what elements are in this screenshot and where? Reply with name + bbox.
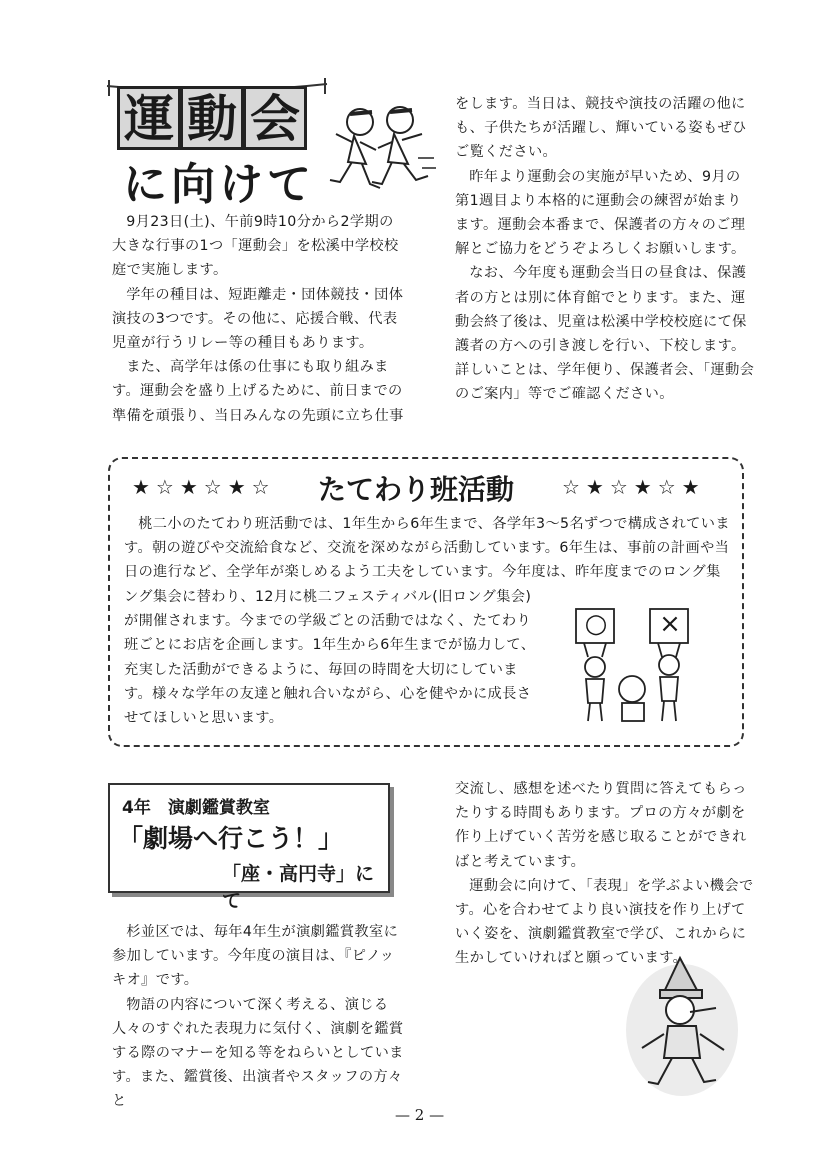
- sports-day-section: [0, 0, 827, 440]
- tatewari-paragraph-tail: ング集会に替わり、12月に桃二フェスティバル(旧ロング集会)が開催されます。今までの学級ごとの活動ではなく、たてわり班ごとにお店を企画します。1年生から6年生までが協力して、充実した活動ができるように、毎回の時間を大切にしています。様々な学年の友達と触れ合いながら、心を健やかに成長させてほしいと思います。: [124, 589, 536, 727]
- sports-day-paragraph: 9月23日(土)、午前9時10分から2学期の大きな行事の1つ「運動会」を松溪中学校校庭で実施します。: [112, 214, 399, 279]
- page-number: — 2 —: [395, 1106, 445, 1124]
- theater-title-box: [108, 783, 390, 912]
- theater-grade-label: 4年 演劇鑑賞教室: [122, 798, 270, 818]
- sports-day-paragraph: 学年の種目は、短距離走・団体競技・団体演技の3つです。その他に、応援合戦、代表児童が行うリレー等の種目もあります。: [112, 286, 404, 352]
- tatewari-paragraph: 桃二小のたてわり班活動では、1年生から6年生まで、各学年3～5名ずつで構成されています。朝の遊びや交流給食など、交流を深めながら活動しています。6年生は、事前の計画や当日の進行など、全学年が楽しめるよう工夫をしています。今年度は、昨年度までのロング集: [124, 516, 730, 581]
- title-char-2: 動: [180, 86, 244, 150]
- theater-continuation: 交流し、感想を述べたり質問に答えてもらったりする時間もあります。プロの方々が劇を作り上げていく苦労を感じ取ることができればと考えています。: [455, 781, 747, 870]
- sign-circle: ○: [584, 609, 608, 639]
- sports-day-continuation: をします。当日は、競技や演技の活躍の他にも、子供たちが活躍し、輝いている姿もぜひご覧ください。: [455, 96, 747, 161]
- pinocchio-illustration: [620, 950, 740, 1100]
- children-sign-illustration: [572, 605, 702, 725]
- title-char-1: 運: [117, 86, 181, 150]
- tatewari-text-bottom: [124, 585, 544, 730]
- theater-left-column: [112, 920, 408, 1114]
- title-subtitle: に向けて: [123, 159, 315, 210]
- theater-paragraph: 運動会に向けて、「表現」を学ぶよい機会です。心を合わせてより良い演技を作り上げていく姿を、演劇鑑賞教室で学び、これからに生かしていければと願っています。: [455, 877, 754, 967]
- sign-cross: ×: [659, 609, 681, 639]
- theater-paragraph: 杉並区では、毎年4年生が演劇鑑賞教室に参加しています。今年度の演目は、『ピノッキオ』です。: [112, 924, 399, 989]
- title-char-3: 会: [243, 86, 307, 150]
- stars-right: ☆★☆★☆★: [562, 475, 706, 499]
- sports-day-paragraph: 昨年より運動会の実施が早いため、9月の第1週目より本格的に運動会の練習が始まります。運動会本番まで、保護者の方々のご理解とご協力をどうぞよろしくお願いします。: [455, 168, 746, 258]
- theater-main-title: 「劇場へ行こう！」: [118, 824, 344, 853]
- sports-day-right-column: [455, 92, 755, 407]
- running-children-illustration: [318, 98, 438, 198]
- theater-paragraph: 物語の内容について深く考える、演じる人々のすぐれた表現力に気付く、演劇を鑑賞する際のマナーを知る等をねらいとしています。また、鑑賞後、出演者やスタッフの方々と: [112, 996, 404, 1110]
- tatewari-heading: たてわり班活動: [318, 473, 515, 506]
- tatewari-text-top: [124, 512, 734, 585]
- stars-left: ★☆★☆★☆: [132, 475, 276, 499]
- theater-venue: 「座・高円寺」にて: [222, 863, 375, 912]
- sports-day-paragraph: また、高学年は係の仕事にも取り組みます。運動会を盛り上げるために、前日までの準備を頑張り、当日みんなの先頭に立ち仕事: [112, 359, 404, 424]
- sports-day-paragraph: なお、今年度も運動会当日の昼食は、保護者の方とは別に体育館でとります。また、運動会終了後は、児童は松溪中学校校庭にて保護者の方への引き渡しを行い、下校します。詳しいことは、学年便り、保護者会、「運動会のご案内」等でご確認ください。: [455, 265, 755, 403]
- theater-right-column: [455, 777, 755, 971]
- sports-day-left-column: [112, 210, 408, 428]
